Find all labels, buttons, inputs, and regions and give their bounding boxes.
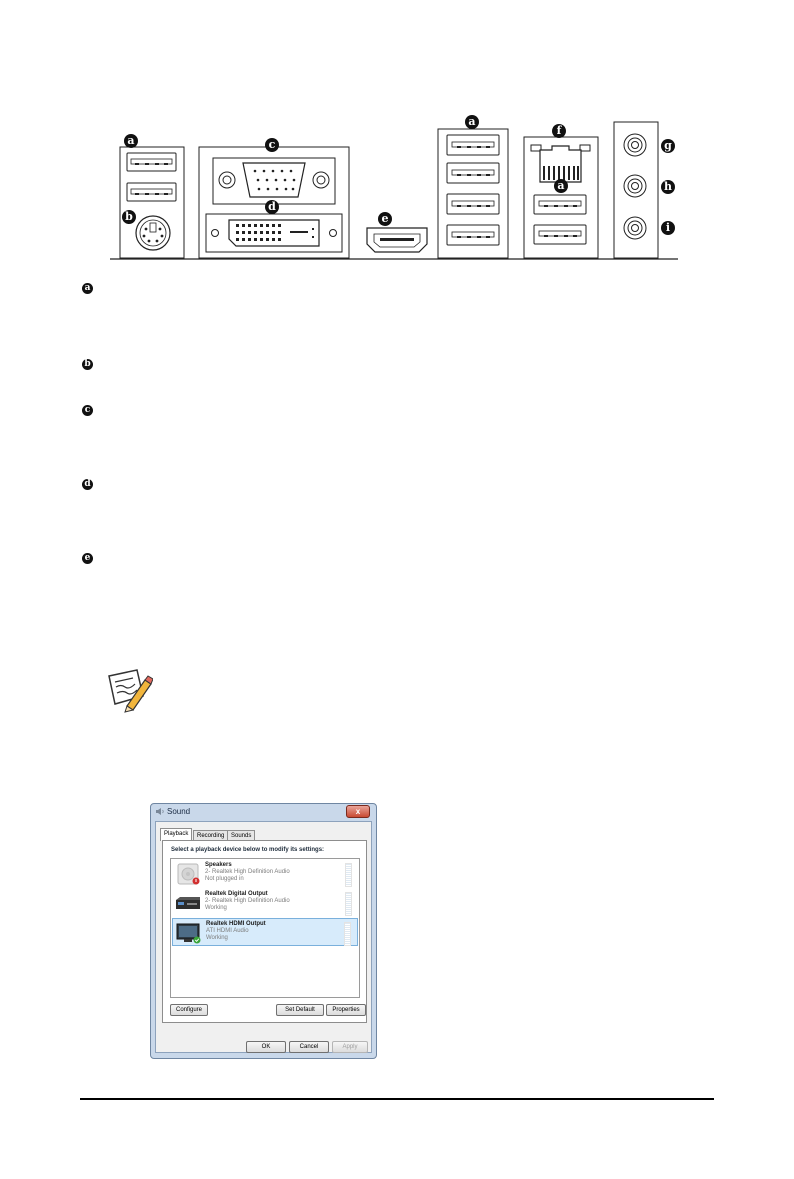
- properties-button[interactable]: Properties: [326, 1004, 366, 1016]
- cancel-button[interactable]: Cancel: [289, 1041, 329, 1053]
- ps2-port-icon: [136, 216, 170, 250]
- hdmi-monitor-icon: [176, 922, 202, 944]
- set-default-button[interactable]: Set Default: [276, 1004, 324, 1016]
- device-driver: ATI HDMI Audio: [206, 928, 249, 934]
- device-name: Speakers: [205, 862, 232, 868]
- back-panel-drawing: [110, 116, 680, 262]
- volume-meter: [345, 863, 352, 887]
- tab-playback[interactable]: Playback: [160, 828, 192, 841]
- footer-rule: [80, 1098, 714, 1100]
- device-speakers[interactable]: [172, 860, 358, 888]
- dialog-body: [155, 821, 372, 1053]
- sound-dialog: [150, 803, 377, 1059]
- device-name: Realtek Digital Output: [205, 891, 268, 897]
- legend-marker-a: a: [82, 283, 93, 294]
- callout-a: a: [465, 115, 479, 129]
- dialog-title: Sound: [167, 807, 191, 816]
- callout-h: h: [661, 180, 675, 194]
- callout-g: g: [661, 139, 675, 153]
- note-pencil-icon: [105, 666, 153, 714]
- callout-a: a: [124, 134, 138, 148]
- speaker-device-icon: [175, 863, 201, 885]
- device-driver: 2- Realtek High Definition Audio: [205, 898, 290, 904]
- volume-meter: [344, 922, 351, 946]
- usb-port-icon: [127, 183, 176, 201]
- callout-d: d: [265, 200, 279, 214]
- device-driver: 2- Realtek High Definition Audio: [205, 869, 290, 875]
- device-digital-output[interactable]: [172, 889, 358, 917]
- device-name: Realtek HDMI Output: [206, 921, 266, 927]
- close-button[interactable]: x: [346, 805, 370, 818]
- device-status: Not plugged in: [205, 876, 244, 882]
- callout-f: f: [552, 124, 566, 138]
- callout-e: e: [378, 212, 392, 226]
- device-list: [170, 858, 360, 998]
- legend-marker-b: b: [82, 359, 93, 370]
- playback-panel: [162, 840, 367, 1023]
- instruction-text: Select a playback device below to modify its settings:: [171, 847, 325, 853]
- apply-button[interactable]: Apply: [332, 1041, 368, 1053]
- device-hdmi-output[interactable]: [172, 918, 358, 946]
- usb-port-icon: [127, 153, 176, 171]
- callout-c: c: [265, 138, 279, 152]
- legend-marker-d: d: [82, 479, 93, 490]
- legend-marker-c: c: [82, 405, 93, 416]
- device-status: Working: [205, 905, 227, 911]
- vga-port-icon: [213, 158, 335, 204]
- callout-b: b: [122, 210, 136, 224]
- tab-recording[interactable]: Recording: [193, 830, 228, 841]
- digital-output-icon: [175, 892, 201, 914]
- volume-meter: [345, 892, 352, 916]
- hdmi-port-icon: [367, 228, 427, 252]
- ok-button[interactable]: OK: [246, 1041, 286, 1053]
- callout-a: a: [554, 179, 568, 193]
- tab-sounds[interactable]: Sounds: [227, 830, 255, 841]
- callout-i: i: [661, 221, 675, 235]
- device-status: Working: [206, 935, 228, 941]
- speaker-icon: [155, 807, 165, 816]
- configure-button[interactable]: Configure: [170, 1004, 208, 1016]
- lan-port-icon: [531, 145, 590, 182]
- dvi-port-icon: [206, 214, 342, 252]
- audio-jack-icon: [624, 134, 646, 239]
- legend-marker-e: e: [82, 553, 93, 564]
